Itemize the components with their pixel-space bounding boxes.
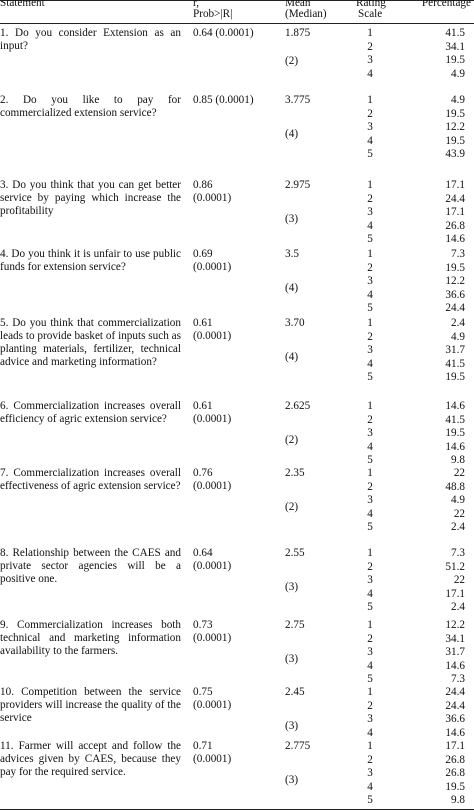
percentage-value: 19.5: [445, 261, 465, 274]
rating-scale-value: 2: [367, 413, 373, 426]
median-value: (4): [285, 128, 299, 140]
rating-scale-value: 5: [367, 302, 373, 315]
header-percentage: Percentage: [421, 0, 471, 9]
statement-text: 8. Relationship between the CAES and private sector agencies will be a positive one.: [0, 547, 181, 585]
percentage-value: 12.2: [445, 275, 465, 288]
header-scale-line2: Scale: [358, 8, 383, 20]
percentage-value: 26.8: [445, 219, 465, 232]
percentage-value: 34.1: [445, 40, 465, 53]
rating-scale-value: 3: [367, 206, 373, 219]
rating-scale-value: 2: [367, 107, 373, 120]
percentage-value: 14.6: [445, 400, 465, 412]
rating-scale-value: 2: [367, 560, 373, 573]
rating-scale-value: 3: [367, 767, 373, 780]
median-value: (3): [285, 653, 299, 665]
table-top-rule: [0, 0, 474, 1]
rating-scale-value: 5: [367, 601, 373, 614]
percentage-value: 17.1: [445, 740, 465, 752]
header-statement: Statement: [0, 0, 45, 9]
rating-scale-value: 1: [367, 467, 373, 479]
percentage-value: 24.4: [445, 302, 465, 315]
percentage-value: 22: [453, 467, 465, 479]
mean-value: 2.55: [285, 547, 305, 559]
header-bottom-rule: [0, 23, 474, 24]
header-scale-line1: Rating: [356, 0, 386, 9]
mean-value: 3.5: [285, 248, 299, 260]
rating-scale-value: 5: [367, 794, 373, 807]
percentage-value: 48.8: [445, 480, 465, 493]
median-value: (4): [285, 351, 299, 363]
rating-scale-value: 5: [367, 233, 373, 246]
correlation-value: 0.61: [193, 317, 213, 329]
rating-scale-value: 2: [367, 699, 373, 712]
correlation-value: 0.64: [193, 547, 213, 559]
median-value: (2): [285, 55, 299, 67]
statement-text: 6. Commercialization increases overall efficiency of agric extension service?: [0, 400, 181, 425]
mean-value: 3.775: [285, 94, 311, 106]
header-r-line1: r,: [193, 0, 200, 9]
rating-scale-value: 1: [367, 547, 373, 559]
mean-value: 2.975: [285, 179, 311, 191]
statement-text: 4. Do you think it is unfair to use public funds for extension service?: [0, 248, 181, 273]
correlation-value: 0.61: [193, 400, 213, 412]
rating-scale-value: 5: [367, 371, 373, 384]
median-value: (3): [285, 720, 299, 732]
rating-scale-value: 4: [367, 659, 373, 672]
probability-value: (0.0001): [193, 192, 232, 204]
statement-text: 7. Commercialization increases overall effectiveness of agric extension service?: [0, 467, 181, 492]
probability-value: (0.0001): [193, 480, 232, 492]
rating-scale-value: 5: [367, 521, 373, 534]
percentage-value: 17.1: [445, 206, 465, 219]
rating-scale-value: 2: [367, 330, 373, 343]
percentage-value: 14.6: [445, 440, 465, 453]
percentage-value: 41.5: [445, 357, 465, 370]
percentage-value: 26.8: [445, 753, 465, 766]
rating-scale-value: 1: [367, 619, 373, 631]
percentage-value: 51.2: [445, 560, 465, 573]
statement-text: 2. Do you like to pay for commercialized extension service?: [0, 94, 181, 119]
correlation-value: 0.64 (0.0001): [193, 27, 254, 39]
percentage-value: 43.9: [445, 148, 465, 161]
rating-scale-value: 4: [367, 587, 373, 600]
median-value: (3): [285, 774, 299, 786]
percentage-value: 31.7: [445, 344, 465, 357]
correlation-value: 0.76: [193, 467, 213, 479]
percentage-value: 36.6: [445, 288, 465, 301]
rating-scale-value: 3: [367, 713, 373, 726]
header-mean-line2: (Median): [285, 8, 327, 20]
probability-value: (0.0001): [193, 261, 232, 273]
probability-value: (0.0001): [193, 632, 232, 644]
percentage-value: 24.4: [445, 192, 465, 205]
rating-scale-value: 4: [367, 67, 373, 80]
percentage-value: 17.1: [445, 179, 465, 191]
median-value: (3): [285, 213, 299, 225]
rating-scale-value: 4: [367, 219, 373, 232]
statement-text: 9. Commercialization increases both technical and marketing information availability to the farmers.: [0, 619, 181, 657]
probability-value: (0.0001): [193, 330, 232, 342]
correlation-value: 0.75: [193, 686, 213, 698]
header-r-line2: Prob>|R|: [193, 8, 233, 20]
rating-scale-value: 1: [367, 179, 373, 191]
rating-scale-value: 5: [367, 673, 373, 686]
percentage-value: 26.8: [445, 767, 465, 780]
rating-scale-value: 3: [367, 494, 373, 507]
rating-scale-value: 2: [367, 40, 373, 53]
percentage-value: 41.5: [445, 27, 465, 39]
percentage-value: 4.9: [451, 94, 465, 106]
rating-scale-value: 3: [367, 574, 373, 587]
percentage-value: 24.4: [445, 686, 465, 698]
correlation-value: 0.69: [193, 248, 213, 260]
statement-text: 11. Farmer will accept and follow the advices given by CAES, because they pay for the required service.: [0, 740, 181, 778]
rating-scale-value: 1: [367, 248, 373, 260]
rating-scale-value: 3: [367, 54, 373, 67]
correlation-value: 0.85 (0.0001): [193, 94, 254, 106]
percentage-value: 17.1: [445, 587, 465, 600]
percentage-value: 9.8: [451, 794, 465, 807]
probability-value: (0.0001): [193, 560, 232, 572]
percentage-value: 12.2: [445, 619, 465, 631]
probability-value: (0.0001): [193, 753, 232, 765]
percentage-value: 24.4: [445, 699, 465, 712]
mean-value: 2.625: [285, 400, 311, 412]
percentage-value: 31.7: [445, 646, 465, 659]
statement-text: 1. Do you consider Extension as an input?: [0, 27, 181, 52]
rating-scale-value: 2: [367, 753, 373, 766]
median-value: (2): [285, 434, 299, 446]
mean-value: 2.35: [285, 467, 305, 479]
rating-scale-value: 1: [367, 686, 373, 698]
mean-value: 1.875: [285, 27, 311, 39]
rating-scale-value: 4: [367, 288, 373, 301]
rating-scale-value: 1: [367, 27, 373, 39]
correlation-value: 0.73: [193, 619, 213, 631]
median-value: (4): [285, 282, 299, 294]
mean-value: 2.775: [285, 740, 311, 752]
rating-scale-value: 1: [367, 317, 373, 329]
percentage-value: 19.5: [445, 780, 465, 793]
percentage-value: 36.6: [445, 713, 465, 726]
rating-scale-value: 2: [367, 480, 373, 493]
percentage-value: 7.3: [451, 547, 465, 559]
statement-text: 3. Do you think that you can get better service by paying which increase the profitability: [0, 179, 181, 217]
mean-value: 3.70: [285, 317, 305, 329]
rating-scale-value: 2: [367, 632, 373, 645]
percentage-value: 2.4: [451, 601, 465, 614]
rating-scale-value: 2: [367, 261, 373, 274]
rating-scale-value: 2: [367, 192, 373, 205]
percentage-value: 7.3: [451, 673, 465, 686]
percentage-value: 19.5: [445, 371, 465, 384]
rating-scale-value: 4: [367, 357, 373, 370]
statement-text: 10. Competition between the service providers will increase the quality of the service: [0, 686, 181, 724]
rating-scale-value: 4: [367, 440, 373, 453]
percentage-value: 4.9: [451, 494, 465, 507]
percentage-value: 14.6: [445, 659, 465, 672]
rating-scale-value: 4: [367, 780, 373, 793]
mean-value: 2.75: [285, 619, 305, 631]
percentage-value: 14.6: [445, 233, 465, 246]
mean-value: 2.45: [285, 686, 305, 698]
header-mean-line1: Mean: [285, 0, 311, 9]
rating-scale-value: 4: [367, 726, 373, 739]
percentage-value: 2.4: [451, 521, 465, 534]
correlation-value: 0.86: [193, 179, 213, 191]
rating-scale-value: 3: [367, 646, 373, 659]
percentage-value: 9.8: [451, 454, 465, 467]
rating-scale-value: 5: [367, 454, 373, 467]
rating-scale-value: 5: [367, 148, 373, 161]
rating-scale-value: 3: [367, 121, 373, 134]
rating-scale-value: 4: [367, 134, 373, 147]
percentage-value: 19.5: [445, 134, 465, 147]
percentage-value: 4.9: [451, 67, 465, 80]
percentage-value: 22: [453, 507, 465, 520]
percentage-value: 22: [453, 574, 465, 587]
median-value: (2): [285, 501, 299, 513]
percentage-value: 34.1: [445, 632, 465, 645]
percentage-value: 19.5: [445, 54, 465, 67]
rating-scale-value: 1: [367, 740, 373, 752]
percentage-value: 2.4: [451, 317, 465, 329]
percentage-value: 19.5: [445, 107, 465, 120]
percentage-value: 7.3: [451, 248, 465, 260]
median-value: (3): [285, 581, 299, 593]
rating-scale-value: 3: [367, 275, 373, 288]
rating-scale-value: 1: [367, 400, 373, 412]
rating-scale-value: 1: [367, 94, 373, 106]
percentage-value: 41.5: [445, 413, 465, 426]
percentage-value: 19.5: [445, 427, 465, 440]
rating-scale-value: 3: [367, 344, 373, 357]
rating-scale-value: 4: [367, 507, 373, 520]
statement-text: 5. Do you think that commercialization leads to provide basket of inputs such as planting materials, fertilizer, technical advice and marketing information?: [0, 317, 181, 368]
probability-value: (0.0001): [193, 699, 232, 711]
rating-scale-value: 3: [367, 427, 373, 440]
percentage-value: 4.9: [451, 330, 465, 343]
correlation-value: 0.71: [193, 740, 213, 752]
percentage-value: 12.2: [445, 121, 465, 134]
probability-value: (0.0001): [193, 413, 232, 425]
percentage-value: 14.6: [445, 726, 465, 739]
